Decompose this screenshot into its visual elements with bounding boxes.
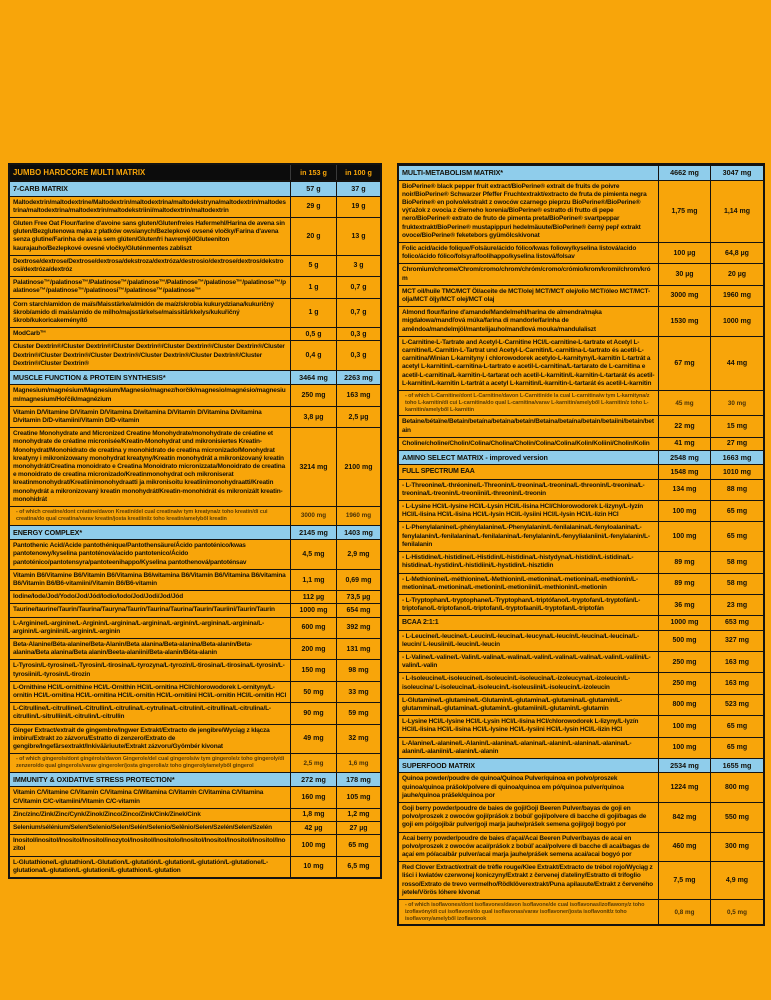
value-per-serving: 0,4 g (290, 341, 336, 370)
row-label: FULL SPECTRUM EAA (402, 468, 475, 476)
value-per-100g: 1010 mg (710, 465, 763, 478)
value-per-serving: 41 mg (658, 438, 710, 450)
value-per-100g: 0,69 mg (336, 570, 380, 590)
value-per-serving: 1000 mg (658, 616, 710, 629)
section-row (10, 370, 380, 385)
row-label: 7-CARB MATRIX (13, 184, 68, 193)
row-label: L-Glutathione/L-glutathion/L-Glutation/L-glutatión/L-glutation/L-glutatión/L-glutatione/L-glutationa/L-glutation/L-glutationi/L-glutathion/L-glutation (13, 858, 268, 874)
item-row (10, 384, 380, 405)
row-label: L-Alanine/L-alanine/L-Alanin/L-alanina/L-alanina/L-alanín/L-alanina/L-alanina/L-alanin/L-alaniini/L-alanin/L-alanin (402, 739, 632, 755)
value-per-100g: 131 mg (336, 639, 380, 659)
item-row (399, 180, 763, 242)
value-per-100g: 0,7 g (336, 277, 380, 297)
subsection-row (399, 615, 763, 629)
row-label: Creatine Monohydrate and Micronized Creatine Monohydrate/monohydrate de créatine et monohydrate de créatine micronisée/Kreatin-Monohydrat und mikronisiertes Kreatin-Monohydrat/Monohidrato de creatina y monohidrato de creatina micronizado/Monohydrat kreatyny i mikronizowany monohydrat kreatyny/Kreatín monohydrát a mikronizovaný kreatín monohydrát/Creatina monoidrato e Creatina Monoidrato micronizzata/Monoidrato de creatina e monoidrato de creatina micronizado/Kreatinmonohydrat och mikroniserat kreatinmonohydrat/Kreatiinimonohydraatti ja mikronisoitu kreatiinimonohydraatti/Kreatin monohydrát a mikronizovaný kreatin monohydrát/Kreatin-monohidrát és mikronizált kreatin-monohidrát (13, 430, 286, 503)
value-per-serving: 42 µg (290, 822, 336, 834)
row-label: SUPERFOOD MATRIX (402, 760, 475, 770)
right-table-rows (399, 165, 763, 924)
value-per-serving: 600 mg (290, 618, 336, 638)
subnote-row (10, 506, 380, 525)
value-per-100g: 88 mg (710, 480, 763, 500)
value-per-100g: 0,5 mg (710, 900, 763, 924)
row-label: - of which creatine/dont créatine/davon Kreatin/del cual creatina/w tym kreatyna/z toho kreatín/di cui creatina/do qual creatina/varav kreatin/josta kreatiini/z toho kreatin/amelyből kreatin (16, 509, 268, 522)
value-per-100g: 65 mg (710, 522, 763, 551)
row-label: Quinoa powder/poudre de quinoa/Quinoa Pulver/quinoa en polvo/proszek quinoa/quinoa prášok/polvere di quinoa/quinoa em pó/quinoa pulver/quinoa jauhe/quinoa prášek/quinoa por (402, 775, 624, 799)
value-per-100g: 32 mg (336, 725, 380, 754)
value-per-100g: 65 mg (336, 835, 380, 855)
item-row (399, 573, 763, 594)
row-label: ENERGY COMPLEX* (13, 527, 83, 537)
row-label: Red Clover Extract/extrait de trèfle rouge/Klee Extrakt/Extracto de trébol rojo/Wyciąg z liści i kwiatów czerwonej koniczyny/Extrakt z červenej ďateliny/Estratto di trifoglio rosso/Extrato de trevo vermelho/Rödklöverextrakt/Puna apilauute/Extrakt z červeného jetele/Vörös lóhere kivonat (402, 864, 653, 896)
column-header-153g: in 153 g (290, 165, 336, 180)
value-per-serving: 89 mg (658, 552, 710, 572)
row-label: L-Glutamine/L-glutamine/L-Glutamin/L-glutamina/L-glutamina/L-glutamín/L-glutammina/L-glutamina/L-glutamin/L-glutamiini/L-glutamin/L-glutamin (402, 696, 622, 712)
row-label: Cluster Dextrin®/Cluster Dextrin®/Cluster Dextrin®/Cluster Dextrin®/Cluster Dextrin®/Cluster Dextrin®/Cluster Dextrin®/Cluster Dextrin®/Cluster Dextrin®/Cluster Dextrin®/Cluster Dextrin®/Cluster Dextrin® (13, 343, 285, 367)
item-row (10, 569, 380, 590)
value-per-100g: 178 mg (336, 773, 380, 787)
item-row (10, 603, 380, 616)
item-row (10, 196, 380, 217)
row-label: - of which gingerols/dont gingérols/davon Gingerole/del cual gingerols/w tym gingerole/z toho gingeroly/di zenzero/do qual gingerols/varav gingeroler/josta gingerolia/z toho gingeroly/amelyből gingerol (16, 756, 285, 770)
item-row (399, 802, 763, 832)
value-per-serving: 2534 mg (658, 759, 710, 773)
row-label: MULTI-METABOLISM MATRIX* (402, 168, 504, 177)
value-per-serving: 2548 mg (658, 451, 710, 465)
row-label: L-Carnitine-L-Tartrate and Acetyl-L-Carnitine HCl/L-carnitine-L-tartrate et Acetyl L-carnitine/L-Carnitin-L-Tartrat und Acetyl-L-Carnitin/L-carnitina-L-tartrato és acetil-L-carnitina/Winian L-karnityny i chlorowodorek acetylo-L-karnityny/L-karnitín L-tartrát a acetyl L-karnitín/L-carnitina-L-tartrato e acetil-L-carnitina/L-tartarato de L-carnitina e acetil-L-carnitina/L-karnitin-L-tartarat och acetil-L-karnitin/L-karnitin-L-tartarát és acetil-L-karnitin/L-karnitin L-tartrát a acetyl L-karnitin/L-karnitin-L-tartarát és acetil-L-karnitin (402, 338, 655, 387)
value-per-100g: 2100 mg (336, 428, 380, 506)
value-per-serving: 29 g (290, 197, 336, 217)
value-per-serving: 1 g (290, 277, 336, 297)
item-row (10, 427, 380, 506)
value-per-100g: 64,8 µg (710, 243, 763, 263)
value-per-serving: 500 mg (658, 631, 710, 651)
row-label: Gluten Free Oat Flour/farine d'avoine sans gluten/Glutenfreies Hafermehl/Harina de avena sin gluten/Bezglutenowa mąka z płatków owsianych/Bezlepkové ovsené vločky/Farina d'avena senza glutine/Farinha de aveia sem glúten/Glutenfri havremjöl/Gluteeniton kaurajauho/Bezlepkové ovesné vločky/Gluténmentes zabliszt (13, 219, 285, 252)
row-label: - L-Methionine/L-méthionine/L-Methionin/L-metionina/L-metionina/L-methionín/L-metionina/L-metionina/L-metionin/L-metioniini/L-methionin/L-metionin (402, 575, 638, 591)
item-row (10, 786, 380, 807)
value-per-serving: 36 mg (658, 595, 710, 615)
section-row (10, 525, 380, 540)
row-label: - L-Leucine/L-leucine/L-Leucin/L-leucina/L-leucyna/L-leucín/L-leucina/L-leucina/L-leucin/ L-leusiini/L-leucin/L-leucin (402, 632, 639, 648)
item-row (399, 263, 763, 284)
value-per-100g: 550 mg (710, 803, 763, 832)
row-label: Chromium/chrome/Chrom/cromo/chrom/chróm/cromo/crómio/krom/kromi/chrom/króm (402, 266, 651, 282)
row-label: MUSCLE FUNCTION & PROTEIN SYNTHESIS* (13, 372, 166, 382)
row-label: Vitamin D/Vitamine D/Vitamin D/Vitamina D/witamina D/Vitamín D/Vitamina D/vitamina D/vitamin D/D-vitamiini/Vitamin D/D-vitamin (13, 408, 262, 425)
item-row (399, 521, 763, 551)
value-per-serving: 30 µg (658, 264, 710, 284)
item-row (10, 255, 380, 276)
section-row (399, 450, 763, 465)
left-nutrition-table (8, 163, 382, 879)
value-per-serving: 460 mg (658, 833, 710, 862)
item-row (399, 694, 763, 715)
row-label: AMINO SELECT MATRIX - improved version (402, 452, 548, 462)
item-row (399, 500, 763, 521)
row-label: Maltodextrin/maltodextrine/Maltodextrin/maltodextrina/maltodekstryna/maltodextrin/maltodestrina/maltodextrina/maltodextrin/maltodekstriini/maltodextrin/maltodextrin (13, 198, 286, 214)
subnote-row (399, 390, 763, 415)
item-row (10, 724, 380, 754)
value-per-serving: 3000 mg (290, 507, 336, 525)
value-per-serving: 0,5 g (290, 328, 336, 340)
item-row (10, 539, 380, 569)
item-row (399, 651, 763, 672)
row-label: L-Tyrosin/L-tyrosine/L-Tyrosin/L-tirosina/L-tyrozyna/L-tyrozín/L-tirosina/L-tirosina/L-tyrosin/L-tyrosiini/L-tyrosin/L-tirozin (13, 662, 285, 678)
row-label: - of which L-Carnitine/dont L-Carnitine/davon L-Carnitin/de la cual L-carnitina/w tym L-karnityna/z toho L-karnitín/di cui L-carnitina/do qual L-carnitina/varav L-karnitin/amelyből L-karnitin/z toho L-karnitin/amelyből L-karnitin (405, 392, 650, 413)
value-per-serving: 20 g (290, 218, 336, 255)
item-row (10, 340, 380, 370)
item-row (399, 672, 763, 693)
right-nutrition-table (397, 163, 765, 926)
value-per-100g: 20 µg (710, 264, 763, 284)
value-per-serving: 0,8 mg (658, 900, 710, 924)
value-per-serving: 1530 mg (658, 307, 710, 336)
value-per-serving: 2145 mg (290, 526, 336, 540)
subnote-row (10, 753, 380, 772)
value-per-serving: 7,5 mg (658, 862, 710, 899)
item-row (399, 437, 763, 450)
value-per-100g: 1,6 mg (336, 754, 380, 772)
row-label: BCAA 2:1:1 (402, 619, 439, 627)
value-per-100g: 2,5 µg (336, 407, 380, 427)
row-label: Choline/choline/Cholin/Colina/Cholina/Cholín/Colina/Colina/Kolin/Koliini/Cholin/Kolin (402, 439, 650, 447)
row-label: MCT oil/huile TMC/MCT Öl/aceite de MCT/olej MCT/MCT olej/olio MCT/óleo MCT/MCT-olja/MCT öljy/MCT olej/MCT olaj (402, 287, 650, 303)
value-per-100g: 0,3 g (336, 328, 380, 340)
value-per-serving: 272 mg (290, 773, 336, 787)
row-label: - of which isoflavones/dont isoflavones/davon Isoflavone/de cual isoflavonas/izoflawony/z toho izoflavóny/di cui isoflavoni/do qual isoflavonas/varav isoflavoner/josta isoflavonit/z toho isoflavony/amelyből izoflavonok (405, 902, 645, 922)
value-per-serving: 3214 mg (290, 428, 336, 506)
value-per-serving: 90 mg (290, 703, 336, 723)
row-label: L-Lysine HCl/L-lysine HCl/L-Lysin HCl/L-lisina HCl/chlorowodorek L-lizyny/L-lyzín HCl/L-lisina HCl/L-lisina HCl/L-lysine HCl/L-lysiini HCl/L-lysin HCl/L-lizin HCl (402, 718, 639, 734)
item-row (399, 415, 763, 436)
value-per-100g: 800 mg (710, 773, 763, 802)
value-per-100g: 65 mg (710, 738, 763, 758)
value-per-100g: 6,5 mg (336, 857, 380, 877)
item-row (399, 630, 763, 651)
row-label: L-Ornithine HCl/L-ornithine HCl/L-Ornithin HCl/L-ornitina HCl/chlorowodorek L-ornityny/L-ornitín HCl/L-ornitina HCl/L-ornitina HCl/L-ornitin HCl/L-ornitiini HCl/L-ornitin HCl/L-ornitin HCl (13, 683, 287, 700)
value-per-serving: 250 mg (290, 385, 336, 405)
item-row (399, 861, 763, 899)
value-per-serving: 100 mg (658, 716, 710, 736)
value-per-serving: 22 mg (658, 416, 710, 436)
value-per-100g: 65 mg (710, 501, 763, 521)
value-per-serving: 4,5 mg (290, 540, 336, 569)
value-per-serving: 1,1 mg (290, 570, 336, 590)
item-row (399, 832, 763, 862)
value-per-100g: 37 g (336, 182, 380, 196)
item-row (399, 336, 763, 390)
value-per-serving: 3,8 µg (290, 407, 336, 427)
value-per-100g: 27 µg (336, 822, 380, 834)
column-header-100g: in 100 g (336, 165, 380, 180)
item-row (399, 479, 763, 500)
value-per-serving: 2,5 mg (290, 754, 336, 772)
value-per-100g: 13 g (336, 218, 380, 255)
item-row (399, 594, 763, 615)
row-label: Goji berry powder/poudre de baies de goji/Goji Beeren Pulver/bayas de goji en polvo/proszek z owoców goji/prášok z bobúľ goji/polvere di bacche di goji/bagas de goji em pó/gojibär pulver/goji marja jauhe/prášek semena goji/goji bogyó por (402, 805, 647, 829)
value-per-serving: 100 mg (658, 501, 710, 521)
item-row (10, 327, 380, 340)
row-label: ModCarb™ (13, 330, 47, 338)
value-per-100g: 15 mg (710, 416, 763, 436)
item-row (10, 406, 380, 427)
section-row (10, 181, 380, 196)
value-per-100g: 2263 mg (336, 371, 380, 385)
row-label: Dextrose/dextrose/Dextrose/dextrosa/dekstroza/dextróza/destrosio/dextrose/dextros/dekstroosi/dextróza/dextróz (13, 257, 284, 273)
value-per-100g: 59 mg (336, 703, 380, 723)
value-per-serving: 250 mg (658, 652, 710, 672)
item-row (399, 242, 763, 263)
row-label: - L-Histidine/L-histidine/L-Histidin/L-histidina/L-histydyna/L-histidín/L-istidina/L-histidina/L-hystidin/L-histidiini/L-hystidin/L-hisztidin (402, 554, 634, 570)
value-per-100g: 163 mg (336, 385, 380, 405)
value-per-100g: 392 mg (336, 618, 380, 638)
value-per-100g: 33 mg (336, 682, 380, 702)
value-per-serving: 1,75 mg (658, 181, 710, 242)
subsection-row (399, 464, 763, 478)
value-per-serving: 5 g (290, 256, 336, 276)
value-per-serving: 842 mg (658, 803, 710, 832)
value-per-serving: 1 g (290, 299, 336, 328)
value-per-100g: 1960 mg (710, 286, 763, 306)
item-row (10, 808, 380, 821)
row-label: Vitamin C/Vitamine C/Vitamin C/Vitamina C/Witamina C/Vitamín C/Vitamina C/Vitamina C/Vitamin C/C-vitamiini/Vitamin C/C-vitamin (13, 789, 264, 805)
item-row (10, 821, 380, 834)
row-label: Zinc/zinc/Zink/Zinc/Cynk/Zinok/Zinco/Zinco/Zink/Cink/Zinek/Cink (13, 810, 201, 818)
value-per-serving: 200 mg (290, 639, 336, 659)
value-per-serving: 160 mg (290, 787, 336, 807)
value-per-serving: 100 mg (658, 738, 710, 758)
value-per-serving: 50 mg (290, 682, 336, 702)
row-label: Ginger Extract/extrait de gingembre/Ingwer Extrakt/Extracto de jengibre/Wyciąg z kłącza imbiru/Extrakt zo zázvoru/Estratto di zenzero/Extrato de gengibre/Ingefärsextrakt/Inkivääriuute/Extrakt zázvoru/Gyömbér kivonat (13, 726, 270, 751)
item-row (10, 659, 380, 680)
value-per-serving: 100 µg (658, 243, 710, 263)
value-per-100g: 98 mg (336, 660, 380, 680)
value-per-serving: 3000 mg (658, 286, 710, 306)
row-label: Corn starch/amidon de maïs/Maisstärke/almidón de maíz/skrobia kukurydziana/kukuričný škrob/amido di mais/amido de milho/majsstärkelse/maissitärkkelys/kukuřičný škrob/kukoricakeményítő (13, 300, 274, 324)
item-row (10, 276, 380, 297)
value-per-serving: 1,8 mg (290, 809, 336, 821)
value-per-100g: 1000 mg (710, 307, 763, 336)
value-per-100g: 23 mg (710, 595, 763, 615)
value-per-serving: 49 mg (290, 725, 336, 754)
value-per-100g: 58 mg (710, 552, 763, 572)
value-per-serving: 1000 mg (290, 604, 336, 616)
item-row (10, 617, 380, 638)
value-per-serving: 45 mg (658, 391, 710, 415)
value-per-serving: 112 µg (290, 591, 336, 603)
row-label: L-Citrulline/L-citrulline/L-Citrullin/L-citrulina/L-cytrulina/L-citrulín/L-citrullina/L-citrulina/L-citrullin/L-sitrulliini/L-citrulin/L-citrullin (13, 705, 271, 721)
item-row (399, 737, 763, 758)
value-per-100g: 1403 mg (336, 526, 380, 540)
row-label: Betaine/bétaïne/Betain/betaína/betaina/betaín/Betaina/betaína/betain/betaiini/betain/betain (402, 418, 654, 434)
row-label: - L-Tryptophan/L-tryptophane/L-Tryptophan/L-triptófano/L-tryptofan/L-tryptofán/L-triptofano/L-triptofano/L-triptofan/L-tryptofaani/L-tryptofan/L-triptofán (402, 596, 641, 613)
value-per-100g: 163 mg (710, 652, 763, 672)
section-row (10, 772, 380, 787)
value-per-100g: 523 mg (710, 695, 763, 715)
row-label: Beta-Alanine/Béta-alanine/Beta-Alanin/Beta alanina/Beta-alanina/Beta-alanín/Beta-alanina/Beta alanina/Beta alanin/Beeta-alaniini/Beta-alanin/Béta-alanin (13, 641, 252, 657)
row-label: Palatinose™/palatinose™/Palatinose™/palatinose™/Palatinose™/palatinose™/palatinose™/palatinose™/palatinose™/palatinoosi™/palatinose™/palatinose™ (13, 279, 286, 295)
item-row (10, 590, 380, 603)
value-per-serving: 4662 mg (658, 166, 710, 180)
value-per-serving: 800 mg (658, 695, 710, 715)
value-per-100g: 1,14 mg (710, 181, 763, 242)
row-label: - L-Threonine/L-thréonine/L-Threonin/L-treonina/L-treonina/L-threonin/L-treonina/L-treonina/L-treonin/L-treoniini/L-threonin/L-treonin (402, 481, 645, 497)
item-row (10, 638, 380, 659)
subnote-row (399, 899, 763, 924)
value-per-100g: 65 mg (710, 716, 763, 736)
section-row (399, 758, 763, 773)
value-per-100g: 1655 mg (710, 759, 763, 773)
left-table-rows (10, 181, 380, 877)
row-label: Selenium/sélénium/Selen/Selenio/Selen/Selén/Selenio/Selênio/Selen/Szelén/Selen/Szelén (13, 823, 272, 831)
value-per-serving: 3464 mg (290, 371, 336, 385)
page-title: JUMBO HARDCORE MULTI MATRIX (13, 168, 146, 177)
value-per-100g: 44 mg (710, 337, 763, 390)
value-per-100g: 654 mg (336, 604, 380, 616)
value-per-serving: 134 mg (658, 480, 710, 500)
value-per-100g: 27 mg (710, 438, 763, 450)
value-per-100g: 0,3 g (336, 341, 380, 370)
row-label: - L-Isoleucine/L-isoleucine/L-Isoleucin/L-isoleucina/L-izoleucyna/L-izoleucín/L-isoleucina/ L-isoleucina/L-isoleucin/L-isoleusiini/L-isoleucin/L-izoleucin (402, 675, 630, 691)
value-per-serving: 100 mg (290, 835, 336, 855)
row-label: - L-Lysine HCl/L-lysine HCl/L-Lysin HCl/L-lisina HCl/Chlorowodorek L-lizyny/L-lyzín HCl/L-lisina HCl/L-lisina HCl/L-lysin HCl/L-lysiini HCl/L-lysin HCl/L-lizin HCl (402, 503, 643, 519)
row-label: Almond flour/farine d'amande/Mandelmehl/harina de almendra/mąka migdałowa/mandľová múka/farina di mandorle/farinha de amêndoa/mandelmjöl/mantelijauho/mandlová mouka/mandulaliszt (402, 309, 602, 333)
item-row (10, 856, 380, 877)
row-label: Vitamin B6/Vitamine B6/Vitamin B6/Vitamina B6/witamina B6/Vitamín B6/Vitamina B6/vitamina B6/Vitamin B6/B6-vitamiini/Vitamin B6/B6-vitamin (13, 571, 286, 587)
item-row (10, 834, 380, 855)
item-row (10, 298, 380, 328)
row-label: IMMUNITY & OXIDATIVE STRESS PROTECTION* (13, 774, 175, 784)
value-per-serving: 250 mg (658, 673, 710, 693)
value-per-100g: 1,2 mg (336, 809, 380, 821)
row-label: - L-Valine/L-valine/L-Valin/L-valina/L-walina/L-valín/L-valina/L-valina/L-valin/L-valiini/L-valin/L-valin (402, 653, 651, 670)
table-header-row (10, 165, 380, 181)
value-per-100g: 58 mg (710, 574, 763, 594)
value-per-serving: 100 mg (658, 522, 710, 551)
value-per-100g: 73,5 µg (336, 591, 380, 603)
value-per-serving: 1224 mg (658, 773, 710, 802)
item-row (10, 702, 380, 723)
value-per-serving: 89 mg (658, 574, 710, 594)
value-per-100g: 1663 mg (710, 451, 763, 465)
item-row (399, 285, 763, 306)
value-per-100g: 2,9 mg (336, 540, 380, 569)
value-per-100g: 105 mg (336, 787, 380, 807)
value-per-serving: 1548 mg (658, 465, 710, 478)
value-per-100g: 3047 mg (710, 166, 763, 180)
value-per-100g: 300 mg (710, 833, 763, 862)
item-row (10, 681, 380, 702)
value-per-100g: 19 g (336, 197, 380, 217)
item-row (399, 772, 763, 802)
item-row (399, 306, 763, 336)
value-per-100g: 30 mg (710, 391, 763, 415)
value-per-100g: 3 g (336, 256, 380, 276)
item-row (399, 551, 763, 572)
row-label: Taurine/taurine/Taurin/Taurina/Tauryna/Taurín/Taurina/Taurina/Taurin/Tauriini/Taurin/Taurin (13, 606, 275, 614)
row-label: - L-Phenylalanine/L-phénylalanine/L-Phenylalanin/L-fenilalanina/L-fenyloalanina/L-fenylalanín/L-fenilalanina/L-fenilalanina/L-fenylalanin/L-fenyylialaniini/L-fenylalanin/L-fenilalanin (402, 524, 650, 548)
value-per-serving: 150 mg (290, 660, 336, 680)
value-per-serving: 10 mg (290, 857, 336, 877)
row-label: Inositol/inositol/Inositol/Inositol/inozytol/Inositol/Inositolo/Inositol/Inositol/Inositoli/Inositol/Inozitol (13, 837, 286, 853)
row-label: Pantothenic Acid/Acide pantothénique/Pantothensäure/Ácido pantoténico/kwas pantotenowy/kyselina pantoténová/acido pantotenico/Ácido pantoténico/pantotensyra/pantoteenihappo/Kyselina pantothenová/pantoténsav (13, 542, 247, 566)
item-row (399, 715, 763, 736)
value-per-100g: 163 mg (710, 673, 763, 693)
row-label: Acai berry powder/poudre de baies d'açaí/Acai Beeren Pulver/bayas de acai en polvo/proszek z owoców acai/prášok z bobúľ acai/polvere di bacche di acai/bagas de açaí em pó/acaibär pulver/acai marja jauhe/prášek semena acai/acai bogyó por (402, 834, 650, 859)
value-per-100g: 0,7 g (336, 299, 380, 328)
row-label: Iodine/Iode/Jod/Yodo/Jod/Jód/Iodio/Iodo/Jod/Jodi/Jod/Jód (13, 593, 183, 601)
value-per-serving: 67 mg (658, 337, 710, 390)
value-per-100g: 1960 mg (336, 507, 380, 525)
value-per-serving: 57 g (290, 182, 336, 196)
value-per-100g: 653 mg (710, 616, 763, 629)
section-row (399, 165, 763, 180)
row-label: Magnesium/magnésium/Magnesium/Magnesio/magnez/horčík/magnesio/magnésio/magnesium/magnesium/Hořčík/magnézium (13, 387, 286, 403)
value-per-100g: 4,9 mg (710, 862, 763, 899)
item-row (10, 217, 380, 255)
row-label: BioPerine® black pepper fruit extract/BioPerine® extrait de fruits de poivre noir/BioPerine® Schwarzer Pfeffer Fruchtextrakt/extracto de fruta de pimienta negra BioPerine® en polvo/ekstrakt z owoców czarnego pieprzu BioPerine®/BioPerine® výťažok z ovocia z čierneho korenia/BioPerine® estratto di frutto di pepe nero/BioPerine® extrato de fruto de pimenta preta/BioPerine® svartpeppar fruktextrakt/BioPerine® mustapippuri hedelmäuute/BioPerine® černý pepř extrakt ovoce/BioPerine® feketebors gyümölcskivonat (402, 182, 647, 239)
value-per-100g: 327 mg (710, 631, 763, 651)
row-label: Folic acid/acide folique/Folsäure/ácido fólico/kwas foliowy/kyselina listová/acido folico/ácido fólico/folsyra/foolihappo/kyselina listová/folsav (402, 244, 637, 261)
row-label: L-Arginine/L-arginine/L-Arginin/L-arginina/L-arginina/L-arginín/L-arginina/L-arginina/L-arginin/L-arginiini/L-arginin/L-arginin (13, 619, 265, 635)
